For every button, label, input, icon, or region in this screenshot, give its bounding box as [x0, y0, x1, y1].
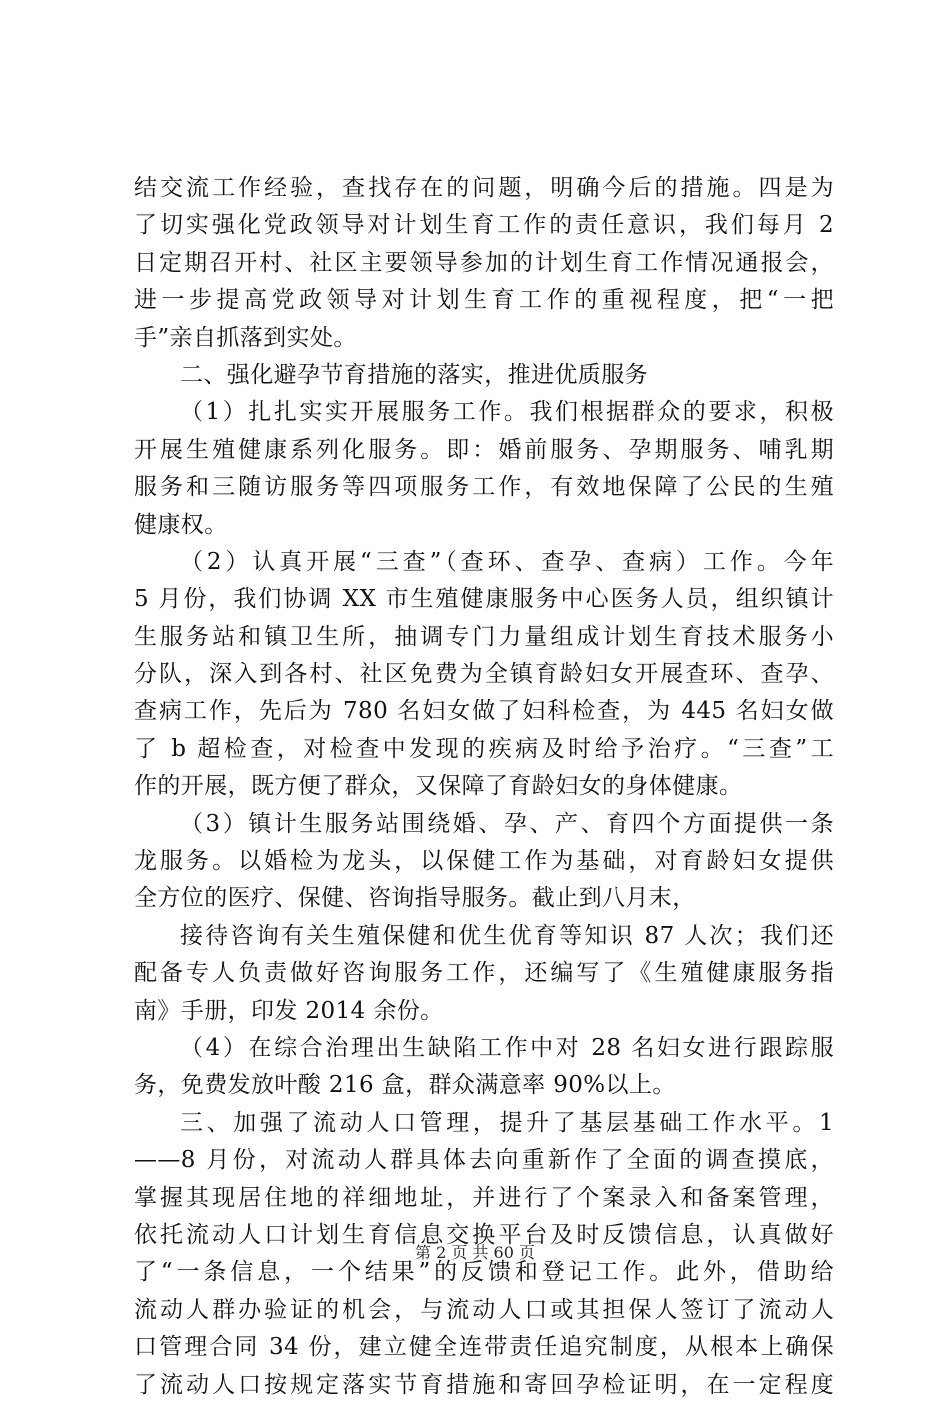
text-line: 南》手册，印发 2014 余份。: [134, 997, 444, 1024]
text-line: 了切实强化党政领导对计划生育工作的责任意识，我们每月 2: [134, 212, 834, 239]
text-line: 了流动人口按规定落实节育措施和寄回孕检证明，在一定程度: [134, 1371, 834, 1398]
text-line: 服务和三随访服务等四项服务工作，有效地保障了公民的生殖: [134, 474, 834, 501]
text-line: （3）镇计生服务站围绕婚、孕、产、育四个方面提供一条: [180, 810, 834, 837]
text-line: 手”亲自抓落到实处。: [134, 324, 357, 351]
text-line: 了“一条信息，一个结果”的反馈和登记工作。此外，借助给: [134, 1259, 834, 1286]
text-line: 二、强化避孕节育措施的落实，推进优质服务: [180, 361, 648, 388]
text-line: 分队，深入到各村、社区免费为全镇育龄妇女开展查环、查孕、: [134, 661, 834, 688]
text-line: 健康权。: [134, 511, 228, 538]
text-line: （2）认真开展“三查”（查环、查孕、查病）工作。今年: [180, 548, 834, 575]
text-line: ——8 月份，对流动人群具体去向重新作了全面的调查摸底，: [134, 1147, 834, 1174]
text-line: 配备专人负责做好咨询服务工作，还编写了《生殖健康服务指: [134, 960, 834, 987]
text-line: 开展生殖健康系列化服务。即：婚前服务、孕期服务、哺乳期: [134, 436, 834, 463]
text-line: 查病工作，先后为 780 名妇女做了妇科检查，为 445 名妇女做: [134, 698, 834, 725]
text-line: 5 月份，我们协调 XX 市生殖健康服务中心医务人员，组织镇计: [134, 586, 834, 613]
text-line: 接待咨询有关生殖保健和优生优育等知识 87 人次；我们还: [180, 922, 834, 949]
text-line: 龙服务。以婚检为龙头，以保健工作为基础，对育龄妇女提供: [134, 848, 834, 875]
text-line: 流动人群办验证的机会，与流动人口或其担保人签订了流动人: [134, 1296, 834, 1323]
text-line: 掌握其现居住地的祥细地址，并进行了个案录入和备案管理，: [134, 1184, 834, 1211]
document-body: [134, 170, 834, 1404]
text-line: 生服务站和镇卫生所，抽调专门力量组成计划生育技术服务小: [134, 623, 834, 650]
page-footer: 第 2 页 共 60 页: [415, 1243, 535, 1262]
text-line: 依托流动人口计划生育信息交换平台及时反馈信息，认真做好: [134, 1221, 834, 1248]
text-line: 三、加强了流动人口管理，提升了基层基础工作水平。1: [180, 1109, 834, 1136]
text-line: 全方位的医疗、保健、咨询指导服务。截止到八月末，: [134, 885, 696, 912]
text-line: 结交流工作经验，查找存在的问题，明确今后的措施。四是为: [134, 175, 834, 201]
text-line: （1）扎扎实实开展服务工作。我们根据群众的要求，积极: [180, 399, 834, 426]
text-line: 进一步提高党政领导对计划生育工作的重视程度，把“一把: [134, 287, 834, 314]
text-line: 作的开展，既方便了群众，又保障了育龄妇女的身体健康。: [134, 773, 743, 800]
text-line: 务，免费发放叶酸 216 盒，群众满意率 90%以上。: [134, 1072, 676, 1099]
text-line: 日定期召开村、社区主要领导参加的计划生育工作情况通报会，: [134, 249, 834, 276]
text-line: 口管理合同 34 份，建立健全连带责任追究制度，从根本上确保: [134, 1334, 834, 1361]
text-line: 了 b 超检查，对检查中发现的疾病及时给予治疗。“三查”工: [134, 735, 834, 762]
text-line: （4）在综合治理出生缺陷工作中对 28 名妇女进行跟踪服: [180, 1034, 834, 1061]
